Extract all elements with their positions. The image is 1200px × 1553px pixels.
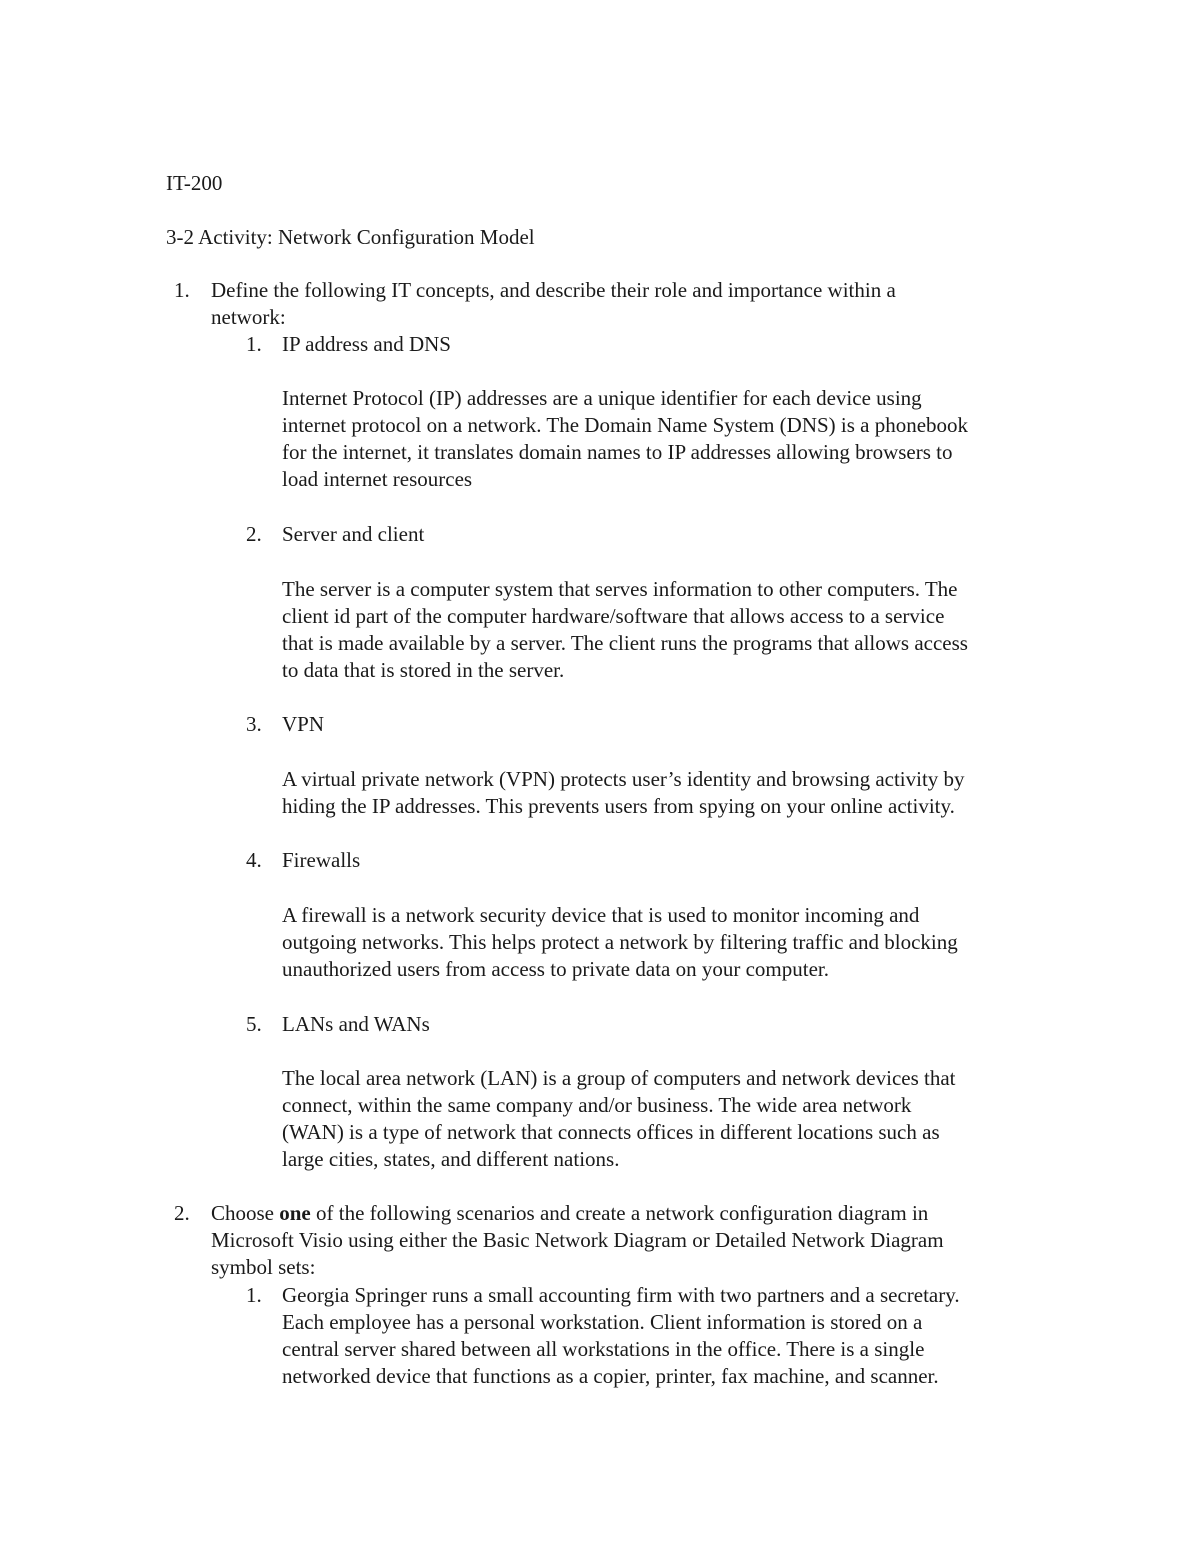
assignment-title: 3-2 Activity: Network Configuration Model (166, 225, 535, 249)
q1-item-number: 2. (246, 522, 262, 546)
q2-number: 2. (174, 1201, 190, 1225)
q1-item-answer-line: outgoing networks. This helps protect a network by filtering traffic and blocking (282, 930, 958, 954)
q2-item-text-line: networked device that functions as a copier, printer, fax machine, and scanner. (282, 1364, 939, 1388)
q1-item-title: Server and client (282, 522, 425, 546)
q1-item-number: 1. (246, 332, 262, 356)
q1-item-answer-line: connect, within the same company and/or business. The wide area network (282, 1093, 912, 1117)
q1-item-answer-line: internet protocol on a network. The Domain Name System (DNS) is a phonebook (282, 413, 969, 437)
q1-prompt-line: network: (211, 305, 286, 329)
q1-item-answer-line: A virtual private network (VPN) protects user’s identity and browsing activity by (282, 767, 965, 791)
q1-item-answer-line: to data that is stored in the server. (282, 658, 565, 682)
q2-prompt-emphasis: one (279, 1201, 311, 1225)
q2-prompt-part: Choose (211, 1201, 280, 1225)
q1-item-answer-line: Internet Protocol (IP) addresses are a unique identifier for each device using (282, 386, 922, 410)
q2-prompt-line: Microsoft Visio using either the Basic Network Diagram or Detailed Network Diagram (211, 1228, 944, 1252)
q1-item-title: IP address and DNS (282, 332, 451, 356)
q1-item-answer-line: that is made available by a server. The client runs the programs that allows access (282, 631, 968, 655)
q1-item-title: VPN (282, 712, 325, 736)
q1-item-title: LANs and WANs (282, 1012, 430, 1036)
q1-item-answer-line: A firewall is a network security device that is used to monitor incoming and (282, 903, 920, 927)
q1-item-number: 3. (246, 712, 262, 736)
course-code: IT-200 (166, 171, 223, 195)
q2-item-text-line: central server shared between all workstations in the office. There is a single (282, 1337, 925, 1361)
q2-prompt-line (211, 1200, 928, 1227)
q1-item-title: Firewalls (282, 848, 361, 872)
q1-item-number: 4. (246, 848, 262, 872)
q1-item-answer-line: client id part of the computer hardware/software that allows access to a service (282, 604, 945, 628)
q1-item-answer-line: The local area network (LAN) is a group of computers and network devices that (282, 1066, 956, 1090)
q2-item-text-line: Each employee has a personal workstation. Client information is stored on a (282, 1310, 923, 1334)
q2-item-number: 1. (246, 1283, 262, 1307)
q1-number: 1. (174, 278, 190, 302)
q2-item-text-line: Georgia Springer runs a small accounting firm with two partners and a secretary. (282, 1283, 960, 1307)
q1-item-answer-line: hiding the IP addresses. This prevents users from spying on your online activity. (282, 794, 955, 818)
q1-item-number: 5. (246, 1012, 262, 1036)
q1-item-answer-line: (WAN) is a type of network that connects offices in different locations such as (282, 1120, 940, 1144)
q2-prompt-part: of the following scenarios and create a network configuration diagram in (310, 1201, 929, 1225)
q1-item-answer-line: The server is a computer system that serves information to other computers. The (282, 577, 958, 601)
q1-prompt-line: Define the following IT concepts, and describe their role and importance within a (211, 278, 896, 302)
q1-item-answer-line: for the internet, it translates domain names to IP addresses allowing browsers to (282, 440, 953, 464)
q2-prompt-line: symbol sets: (211, 1255, 316, 1279)
q1-item-answer-line: load internet resources (282, 467, 473, 491)
q1-item-answer-line: unauthorized users from access to private data on your computer. (282, 957, 829, 981)
q1-item-answer-line: large cities, states, and different nations. (282, 1147, 620, 1171)
